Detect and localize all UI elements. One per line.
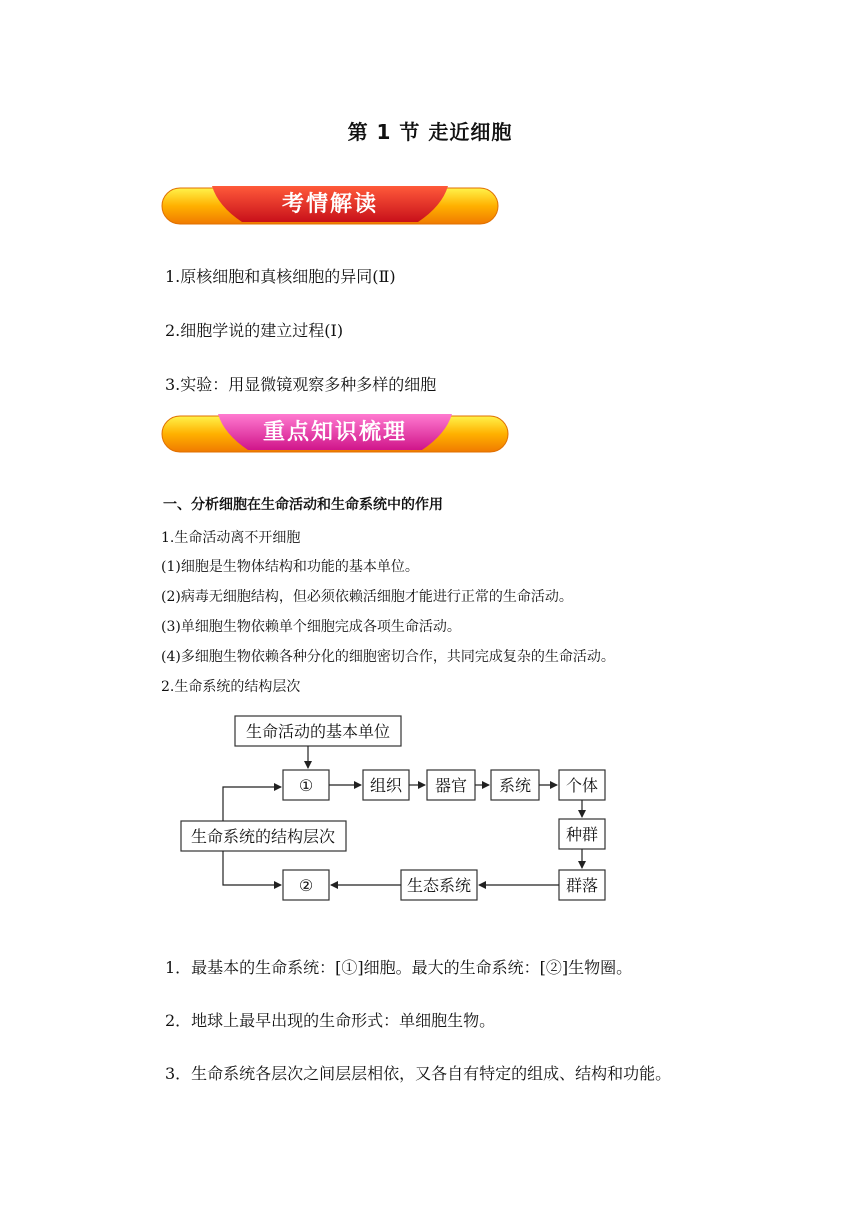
tissue-label: 组织 — [369, 776, 403, 795]
system-label: 系统 — [498, 776, 532, 795]
population-label: 种群 — [565, 825, 599, 844]
requirement-2: 2.细胞学说的建立过程(Ⅰ) — [165, 321, 344, 340]
section-line-3: (2)病毒无细胞结构，但必须依赖活细胞才能进行正常的生命活动。 — [161, 589, 573, 605]
note-2: 2．地球上最早出现的生命形式：单细胞生物。 — [165, 1011, 496, 1030]
ecosystem-label: 生态系统 — [406, 876, 472, 895]
section-heading: 一、分析细胞在生命活动和生命系统中的作用 — [163, 497, 443, 513]
life-system-diagram — [178, 710, 618, 914]
requirement-3: 3.实验：用显微镜观察多种多样的细胞 — [165, 375, 437, 394]
key-points-banner — [160, 408, 510, 458]
exam-analysis-label: 考情解读 — [281, 192, 379, 217]
community-label: 群落 — [565, 876, 599, 895]
section-line-1: 1.生命活动离不开细胞 — [161, 530, 301, 546]
basic-unit-label: 生命活动的基本单位 — [245, 722, 391, 741]
circle1-label: ① — [298, 776, 314, 795]
page-title: 第 1 节 走近细胞 — [347, 120, 513, 144]
section-line-6: 2.生命系统的结构层次 — [161, 679, 301, 695]
structure-levels-label: 生命系统的结构层次 — [190, 827, 336, 846]
exam-analysis-banner — [160, 180, 500, 230]
note-3: 3．生命系统各层次之间层层相依，又各自有特定的组成、结构和功能。 — [165, 1064, 672, 1083]
organ-label: 器官 — [434, 776, 468, 795]
section-line-4: (3)单细胞生物依赖单个细胞完成各项生命活动。 — [161, 619, 461, 635]
section-line-5: (4)多细胞生物依赖各种分化的细胞密切合作，共同完成复杂的生命活动。 — [161, 649, 615, 665]
requirement-1: 1.原核细胞和真核细胞的异同(Ⅱ) — [165, 267, 396, 286]
key-points-label: 重点知识梳理 — [262, 420, 408, 445]
individual-label: 个体 — [565, 776, 599, 795]
section-line-2: (1)细胞是生物体结构和功能的基本单位。 — [161, 559, 419, 575]
note-1: 1．最基本的生命系统：[①]细胞。最大的生命系统：[②]生物圈。 — [165, 958, 633, 977]
circle2-label: ② — [298, 876, 314, 895]
